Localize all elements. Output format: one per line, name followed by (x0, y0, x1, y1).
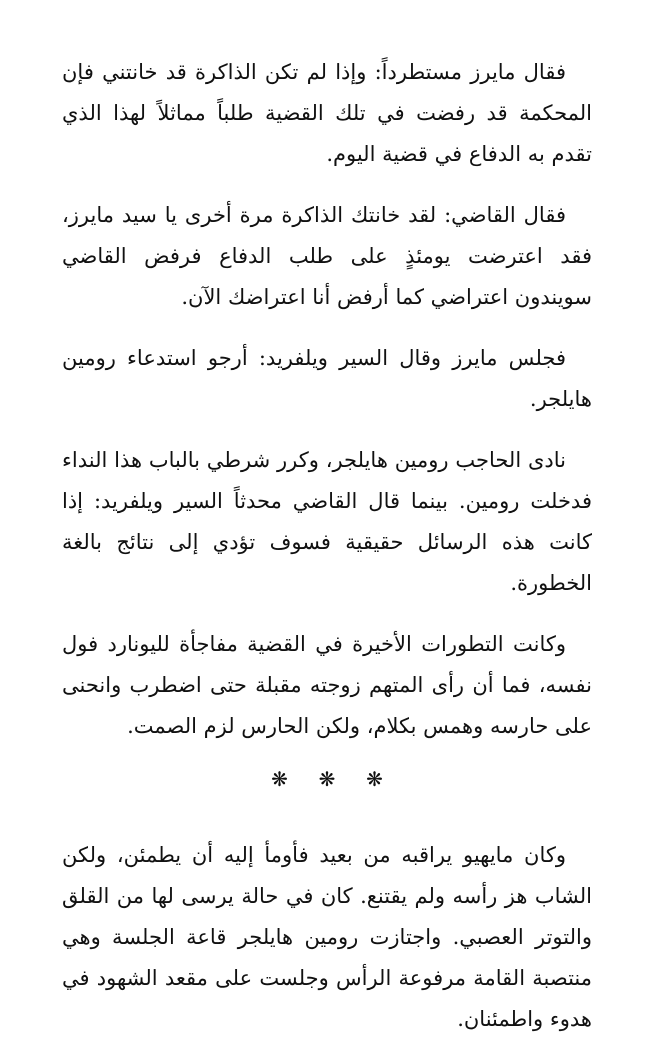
paragraph-5: وكانت التطورات الأخيرة في القضية مفاجأة لليونارد فول نفسه، فما أن رأى المتهم زوجته مقبلة حتى اضطرب وانحنى على حارسه وهمس بكلام، ولكن الحارس لزم الصمت. (62, 632, 592, 738)
paragraph-4: نادى الحاجب رومين هايلجر، وكرر شرطي بالباب هذا النداء فدخلت رومين. بينما قال القاضي محدثاً السير ويلفريد: إذا كانت هذه الرسائل حقيقية فسوف تؤدي إلى نتائج بالغة الخطورة. (62, 448, 592, 595)
book-page (62, 52, 592, 1060)
paragraph-6: وكان مايهيو يراقبه من بعيد فأومأ إليه أن يطمئن، ولكن الشاب هز رأسه ولم يقتنع. كان في حالة يرسى لها من القلق والتوتر العصبي. واجتازت رومين هايلجر قاعة الجلسة وهي منتصبة القامة مرفوعة الرأس وجلست على مقعد الشهود في هدوء واطمئنان. (62, 843, 592, 1031)
paragraph-2: فقال القاضي: لقد خانتك الذاكرة مرة أخرى يا سيد مايرز، فقد اعترضت يومئذٍ على طلب الدفاع فرفض القاضي سويندون اعتراضي كما أرفض أنا اعتراضك الآن. (62, 203, 592, 309)
section-separator (62, 767, 592, 791)
paragraph-1: فقال مايرز مستطرداً: وإذا لم تكن الذاكرة قد خانتني فإن المحكمة قد رفضت في تلك القضية طلباً مماثلاً لهذا الذي تقدم به الدفاع في قضية اليوم. (62, 60, 592, 166)
asterism-mark: ❋ (271, 767, 288, 791)
asterism-mark: ❋ (366, 767, 383, 791)
paragraph-3: فجلس مايرز وقال السير ويلفريد: أرجو استدعاء رومين هايلجر. (62, 346, 592, 411)
asterism-mark: ❋ (318, 767, 336, 791)
